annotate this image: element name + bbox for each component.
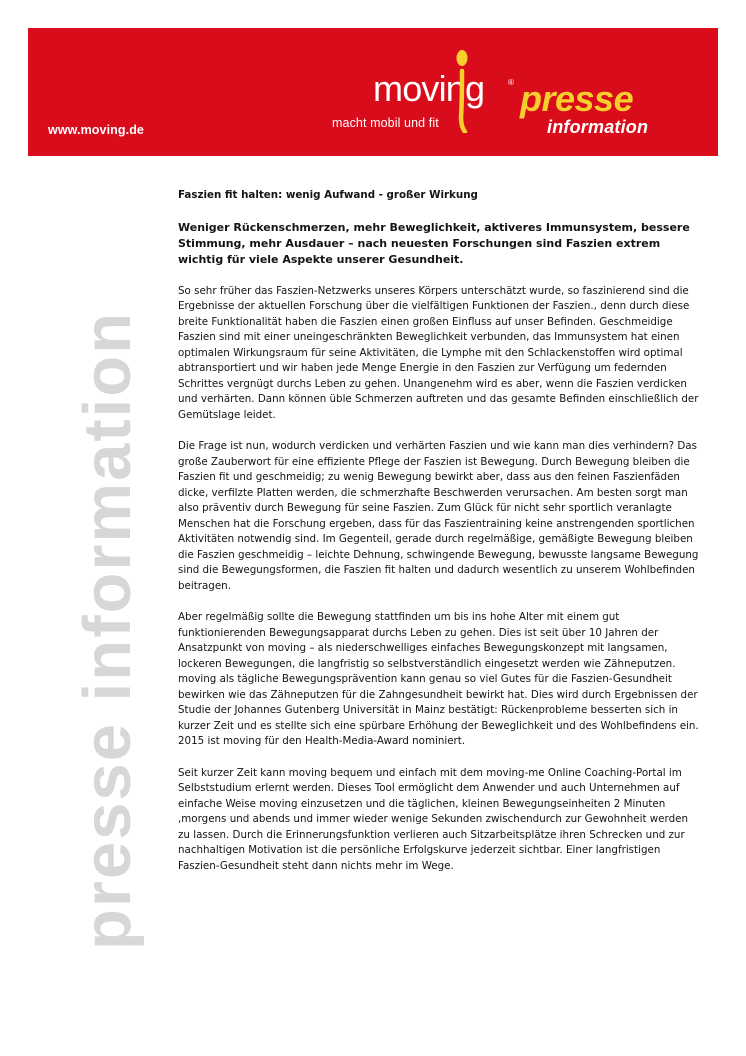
logo-mark-body [461,71,465,132]
press-release-content [178,188,700,890]
logo-mark-head [457,50,468,66]
presse-information-watermark: presse information [70,310,145,950]
article-paragraph: Aber regelmäßig sollte die Bewegung stattfinden um bis ins hohe Alter mit einem gut funktionierenden Bewegungsapparat durchs Leben zu gehen. Dies ist seit über 10 Jahren der Ansatzpunkt von moving – als niederschwelliges einfaches Bewegungskonzept mit langsamen, lockeren Bewegungen, die langfristig so selbstverständlich eingesetzt werden wie Zähneputzen. moving als tägliche Bewegungsprävention kann genau so viel Gutes für die Faszien-Gesundheit bewirken wie das Zähneputzen für die Zahngesundheit bewirkt hat. Dies wird durch Ergebnissen der Studie der Johannes Gutenberg Universität in Mainz bestätigt: Rückenprobleme besserten sich in kurzer Zeit und es stellte sich eine spürbare Erhöhung der Beweglichkeit und des Wohlbefindens ein. 2015 ist moving für den Health-Media-Award nominiert. [178,611,699,747]
presse-logo-text: presse [520,78,634,119]
moving-logo-text: moving [373,68,485,109]
article-lead: Weniger Rückenschmerzen, mehr Beweglichkeit, aktiveres Immunsystem, bessere Stimmung, mehr Ausdauer – nach neuesten Forschungen sind Faszien extrem wichtig für viele Aspekte unserer Gesundheit. [178,220,690,266]
logo-mark-icon [453,49,471,133]
website-link[interactable]: www.moving.de [48,123,144,137]
logo-tagline: macht mobil und fit [332,116,439,130]
article-paragraph: Seit kurzer Zeit kann moving bequem und einfach mit dem moving-me Online Coaching-Portal im Selbststudium erlernt werden. Dieses Tool ermöglicht dem Anwender und auch Unternehmen auf einfache Weise moving einzusetzen und die täglichen, kleinen Bewegungseinheiten 2 Minuten ,morgens und abends und immer wieder wenige Sekunden zwischendurch zur Gewohnheit werden zu lassen. Durch die Erinnerungsfunktion verlieren auch Sitzarbeitsplätze ihren Schrecken und zur nachhaltigen Motivation ist die persönliche Erfolgskurve jederzeit sichtbar. Einer langfristigen Faszien-Gesundheit steht dann nichts mehr im Wege. [178,766,688,872]
article-headline: Faszien fit halten: wenig Aufwand - großer Wirkung [178,189,478,201]
registered-mark: ® [508,78,514,87]
information-logo-text: information [547,117,649,137]
article-paragraph: So sehr früher das Faszien-Netzwerks unseres Körpers unterschätzt wurde, so faszinierend sind die Ergebnisse der aktuellen Forschung über die vielfältigen Funktionen der Faszien., denn durch diese breite Funktionalität haben die Faszien einen großen Einfluss auf unser Befinden. Geschmeidige Faszien sind mit einer uneingeschränkten Beweglichkeit verbunden, das Immunsystem hat einen optimalen Wirkungsraum für seine Aktivitäten, die Lymphe mit den Schlackenstoffen wird optimal abtransportiert und wir haben jede Menge Energie in den Faszien zur Verfügung um federnden Schrittes vergnügt durchs Leben zu gehen. Unangenehm wird es aber, wenn die Faszien verdicken und verhärten. Dann können üble Schmerzen auftreten und das gesamte Befinden einschließlich der Gemütslage leidet. [178,284,699,421]
article-paragraph: Die Frage ist nun, wodurch verdicken und verhärten Faszien und wie kann man dies verhindern? Das große Zauberwort für eine effiziente Pflege der Faszien ist Bewegung. Durch Bewegung bleiben die Faszien fit und geschmeidig; zu wenig Bewegung bewirkt aber, dass aus den feinen Faszienfäden dicke, verfilzte Platten werden, die schmerzhafte Beschwerden verursachen. Am besten sorgt man also präventiv durch Bewegung für seine Faszien. Zum Glück für nicht sehr sportlich veranlagte Menschen hat die Forschung ergeben, dass für das Faszientraining keine anstrengenden sportlichen Aktivitäten notwendig sind. Im Gegenteil, gerade durch regelmäßige, gemäßigte Bewegung bleiben die Faszien geschmeidig – leichte Dehnung, schwingende Bewegung, bewusste langsame Bewegung sind die Bewegungsformen, die Faszien fit halten und dadurch wesentlich zu unserem Wohlbefinden beitragen. [178,440,699,592]
